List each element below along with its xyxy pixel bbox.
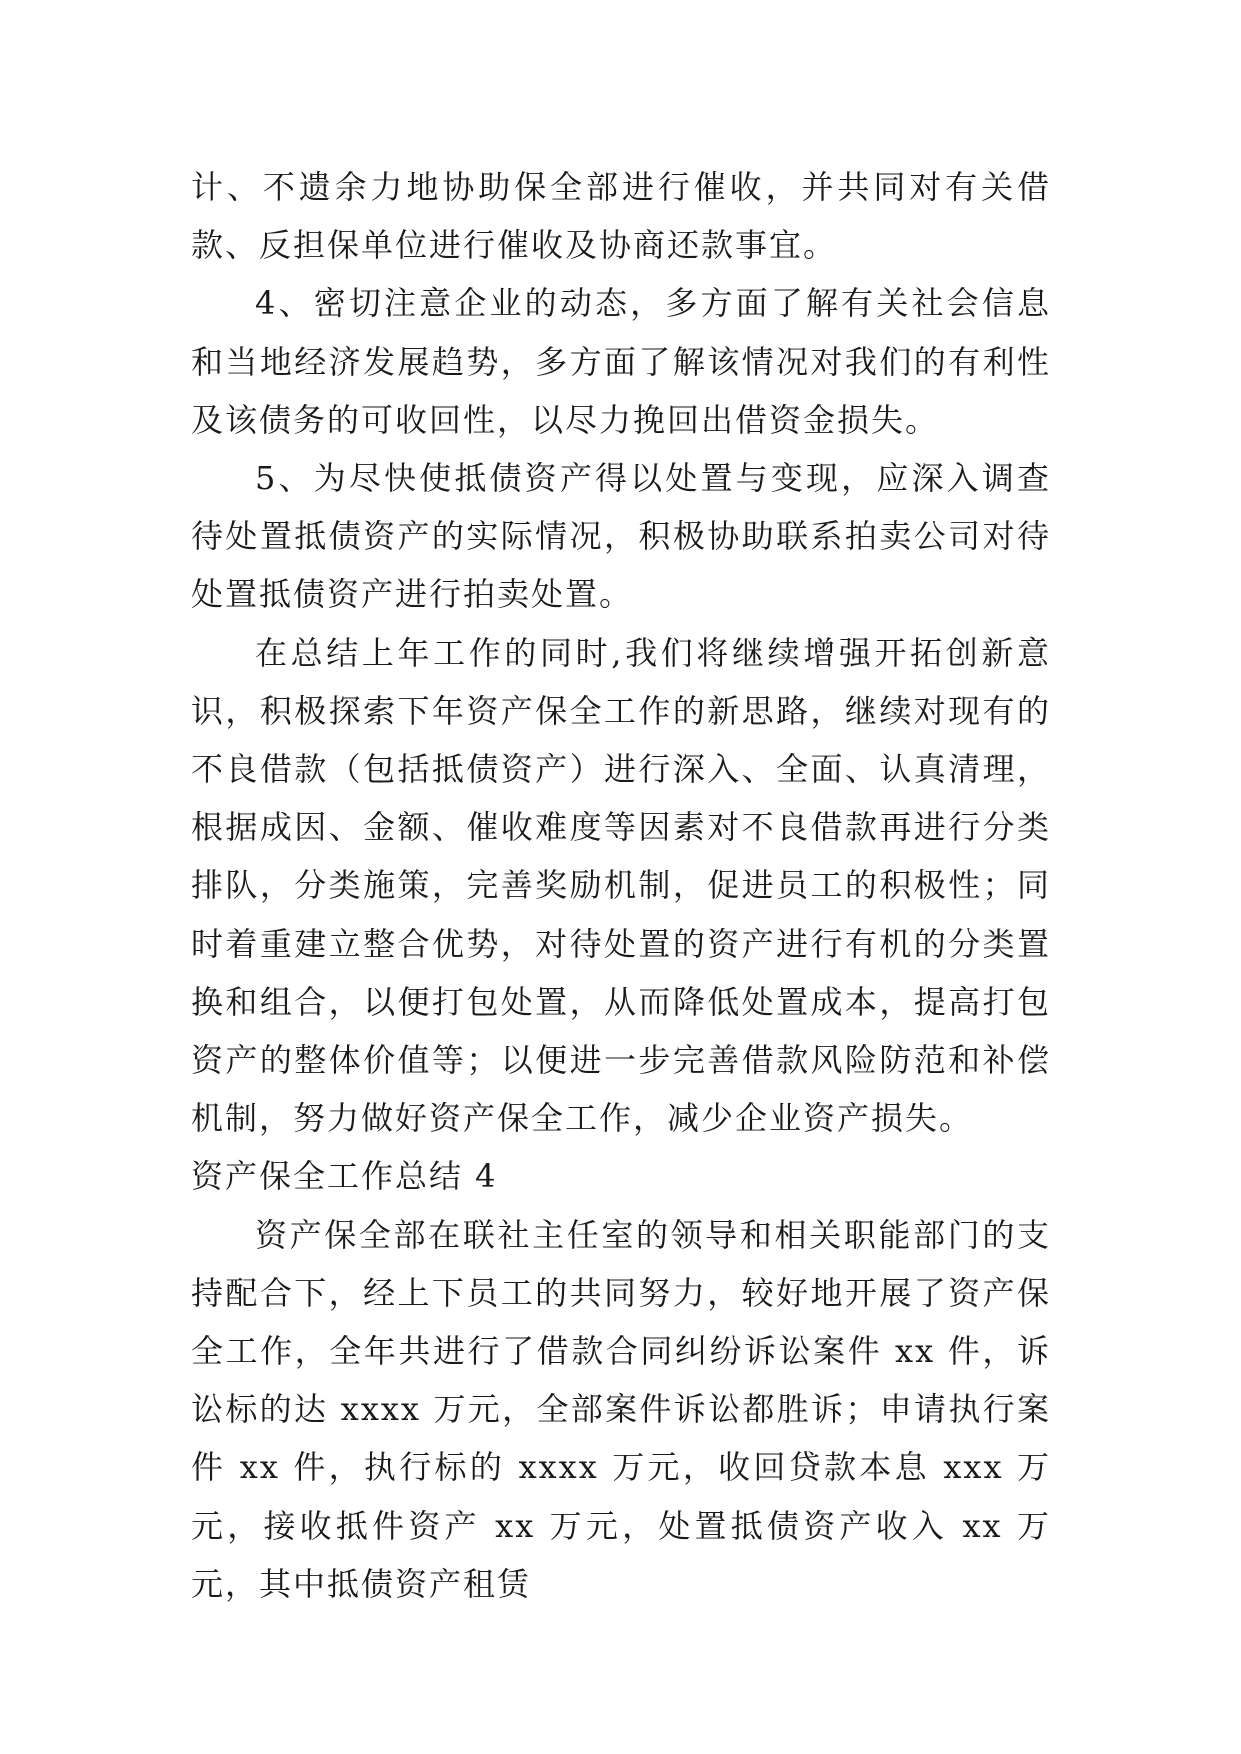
paragraph-summary: 在总结上年工作的同时,我们将继续增强开拓创新意识，积极探索下年资产保全工作的新思路，继续对现有的不良借款（包括抵债资产）进行深入、全面、认真清理，根据成因、金额、催收难度等因素对不良借款再进行分类排队，分类施策，完善奖励机制，促进员工的积极性；同时着重建立整合优势，对待处置的资产进行有机的分类置换和组合，以便打包处置，从而降低处置成本，提高打包资产的整体价值等；以便进一步完善借款风险防范和补偿机制，努力做好资产保全工作，减少企业资产损失。 [191, 633, 1051, 1138]
paragraph-item-5: 5、为尽快使抵债资产得以处置与变现，应深入调查待处置抵债资产的实际情况，积极协助联系拍卖公司对待处置抵债资产进行拍卖处置。 [191, 459, 1051, 614]
paragraph-continuation: 计、不遗余力地协助保全部进行催收，并共同对有关借款、反担保单位进行催收及协商还款事宜。 [191, 168, 1051, 265]
paragraph-item-4: 4、密切注意企业的动态，多方面了解有关社会信息和当地经济发展趋势，多方面了解该情况对我们的有利性及该债务的可收回性，以尽力挽回出借资金损失。 [191, 284, 1051, 439]
paragraph-section-4-intro: 资产保全部在联社主任室的领导和相关职能部门的支持配合下，经上下员工的共同努力，较好地开展了资产保全工作，全年共进行了借款合同纠纷诉讼案件 xx 件，诉讼标的达 xxxx 万元，全部案件诉讼都胜诉；申请执行案件 xx 件，执行标的 xxxx 万元，收回贷款本息 xxx 万元，接收抵件资产 xx 万元，处置抵债资产收入 xx 万元，其中抵债资产租赁 [191, 1215, 1051, 1603]
section-heading: 资产保全工作总结 4 [191, 1157, 498, 1196]
document-body [191, 158, 1051, 1613]
